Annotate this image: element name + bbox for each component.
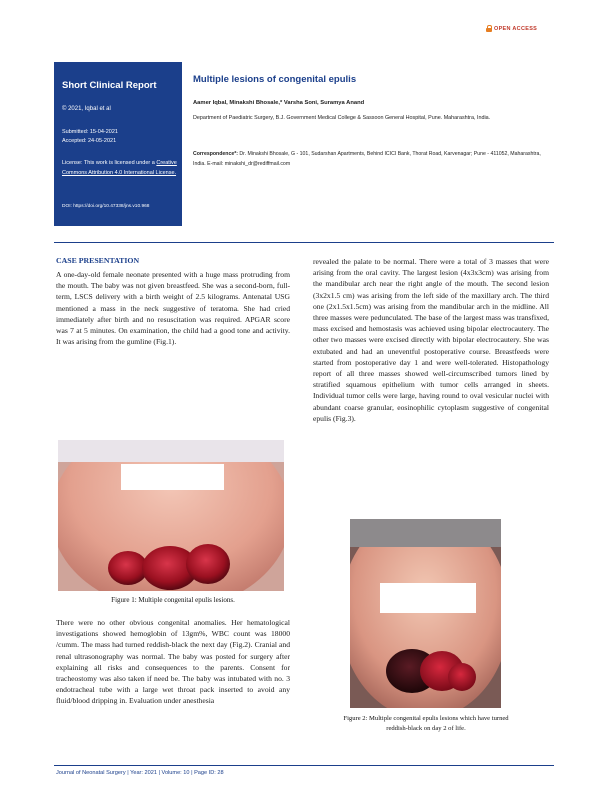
license-link[interactable]: Creative Commons Attribution 4.0 International License. — [62, 160, 177, 176]
dates-block — [62, 128, 118, 146]
accepted-date: Accepted: 24-05-2021 — [62, 138, 117, 144]
body-paragraph-2: There were no other obvious congenital anomalies. Her hematological investigations showed hemoglobin of 13gm%, WBC count was 18000 /cumm. The mass had turned reddish-black the next day (Fig.2). Cranial and renal ultrasonography was normal. The baby was posted for surgery after explaining all risks and consequences to the parents. Consent for tracheostomy was also taken if need be. The baby was intubated with no. 3 endotracheal tube with a large wet throat pack inserted to avoid any fluid/blood dripping in. Evaluation under anesthesia — [56, 618, 290, 706]
figure-1-image — [58, 440, 284, 591]
body-paragraph-3: revealed the palate to be normal. There were a total of 3 masses that were arising from the oral cavity. The largest lesion (4x3x3cm) was arising from the mandibular arch near the right angle of the mouth. The second lesion (3x2x1.5 cm) was arising from the left side of the maxillary arch. The third one (2x1.5x1.5cm) was arising from the mandibular arch in the midline. All three masses were pedunculated. The base of the largest mass was transfixed, mass excised and hemostasis was achieved using bipolar electrocautery. The other two masses were excised directly with bipolar electrocautery. She was extubated and had an uneventful postoperative course. Breastfeeds were started from postoperative day 1 and were well-tolerated. Histopathology report of all three masses showed well-circumscribed tumors lined by stratified squamous epithelium with tumor cells arranged in sheets. Individual tumor cells were large, having round to oval vesicular nuclei with abundant coarse granular, eosinophilic cytoplasm suggestive of congenital epulis (Fig.3). — [313, 257, 549, 423]
submitted-date: Submitted: 15-04-2021 — [62, 129, 118, 135]
header-divider — [54, 242, 554, 243]
correspondence-text: Dr. Minakshi Bhosale, G - 101, Sudarshan Apartments, Behind ICICI Bank, Thorat Road, Karvenagar; Pune - 411052, Maharashtra, India. E-mail: minakshi_dr@rediffmail.com — [193, 151, 541, 167]
journal-footer: Journal of Neonatal Surgery | Year: 2021 | Volume: 10 | Page ID: 28 — [56, 770, 224, 776]
article-type: Short Clinical Report — [62, 80, 157, 91]
figure-1-caption: Figure 1: Multiple congenital epulis lesions. — [111, 596, 235, 604]
article-info-panel — [54, 62, 182, 226]
open-access-badge — [486, 25, 537, 32]
correspondence-label: Correspondence*: — [193, 151, 238, 157]
correspondence — [193, 149, 553, 169]
open-lock-icon — [486, 25, 492, 32]
copyright-line: © 2021, Iqbal et al — [62, 106, 111, 112]
article-title: Multiple lesions of congenital epulis — [193, 74, 357, 85]
footer-divider — [54, 765, 554, 766]
author-list: Aamer Iqbal, Minakshi Bhosale,* Varsha Soni, Suramya Anand — [193, 100, 365, 106]
body-paragraph-1: A one-day-old female neonate presented with a huge mass protruding from the mouth. The baby was not given breastfeed. She was a second-born, full-term, LSCS delivery with a birth weight of 2.5 kilograms. Antenatal USG mentioned a mass in the neck suggestive of teratoma. She had cried immediately after birth and no resuscitation was required. APGAR score was 7 at 5 minutes. On examination, the child had a good tone and activity. It was arising from the gumline (Fig.1). — [56, 270, 290, 347]
license-block — [62, 158, 178, 178]
section-heading: CASE PRESENTATION — [56, 256, 140, 265]
doi-link[interactable]: DOI: https://doi.org/10.47338/jns.v10.968 — [62, 204, 150, 209]
figure-2-caption: Figure 2: Multiple congenital epulis lesions which have turned reddish-black on day 2 of life. — [343, 715, 509, 732]
license-text: License: This work is licensed under a — [62, 160, 157, 166]
figure-2-image — [350, 519, 501, 708]
affiliation: Department of Paediatric Surgery, B.J. Government Medical College & Sassoon General Hospital, Pune. Maharashtra, India. — [193, 115, 491, 121]
open-access-label: OPEN ACCESS — [494, 25, 538, 32]
